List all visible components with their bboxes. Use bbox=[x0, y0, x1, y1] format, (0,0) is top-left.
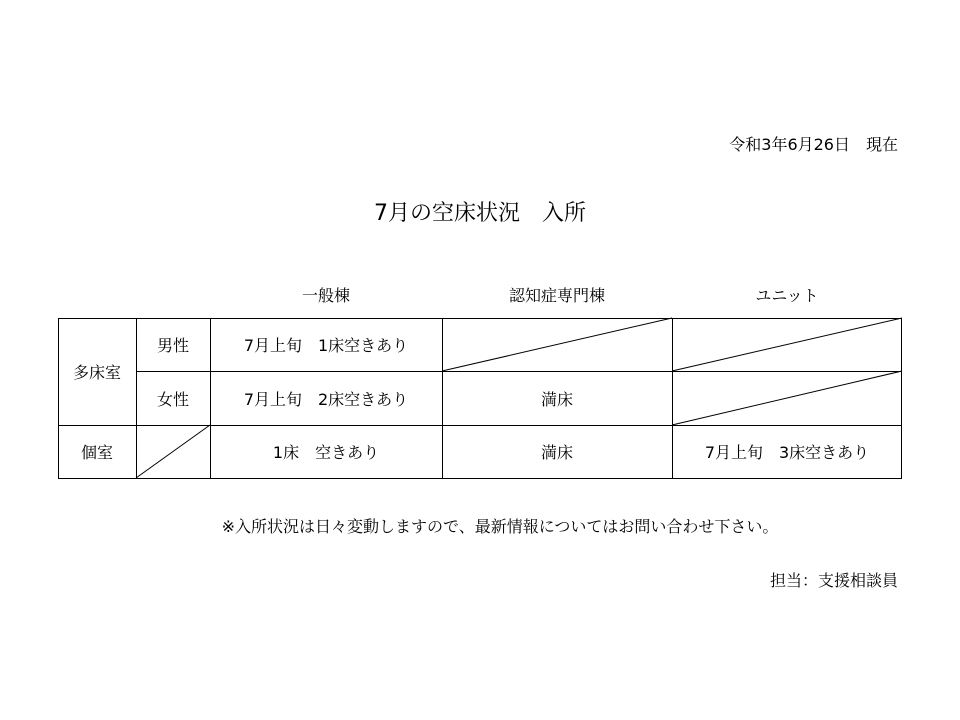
row-label-private: 個室 bbox=[80, 443, 113, 462]
row-label-male: 男性 bbox=[156, 336, 189, 355]
unavailable-slash-female-unit bbox=[672, 371, 902, 425]
cell-female-general: 7月上旬 2床空きあり bbox=[243, 389, 409, 409]
cell-male-general: 7月上旬 1床空きあり bbox=[243, 336, 409, 355]
unavailable-slash-private-sub bbox=[136, 425, 210, 478]
cell-private-unit: 7月上旬 3床空きあり bbox=[704, 443, 870, 462]
column-header-unit: ユニット bbox=[755, 286, 819, 305]
cell-private-general: 1床 空きあり bbox=[272, 443, 380, 462]
column-header-dementia: 認知症専門棟 bbox=[508, 286, 605, 305]
date-label: 令和3年6月26日 現在 bbox=[729, 135, 898, 154]
unavailable-slash-male-dementia bbox=[442, 318, 672, 371]
row-label-multi-bed: 多床室 bbox=[72, 363, 121, 382]
unavailable-slash-male-unit bbox=[672, 318, 902, 371]
cell-private-dementia: 満床 bbox=[540, 443, 573, 462]
notice-text: ※入所状況は日々変動しますので、最新情報についてはお問い合わせ下さい。 bbox=[221, 517, 779, 536]
column-header-general: 一般棟 bbox=[301, 286, 350, 305]
staff-label: 担当：支援相談員 bbox=[769, 571, 898, 590]
row-label-female: 女性 bbox=[156, 389, 189, 409]
page-title: 7月の空床状況 入所 bbox=[374, 201, 586, 226]
cell-female-dementia: 満床 bbox=[540, 389, 573, 409]
